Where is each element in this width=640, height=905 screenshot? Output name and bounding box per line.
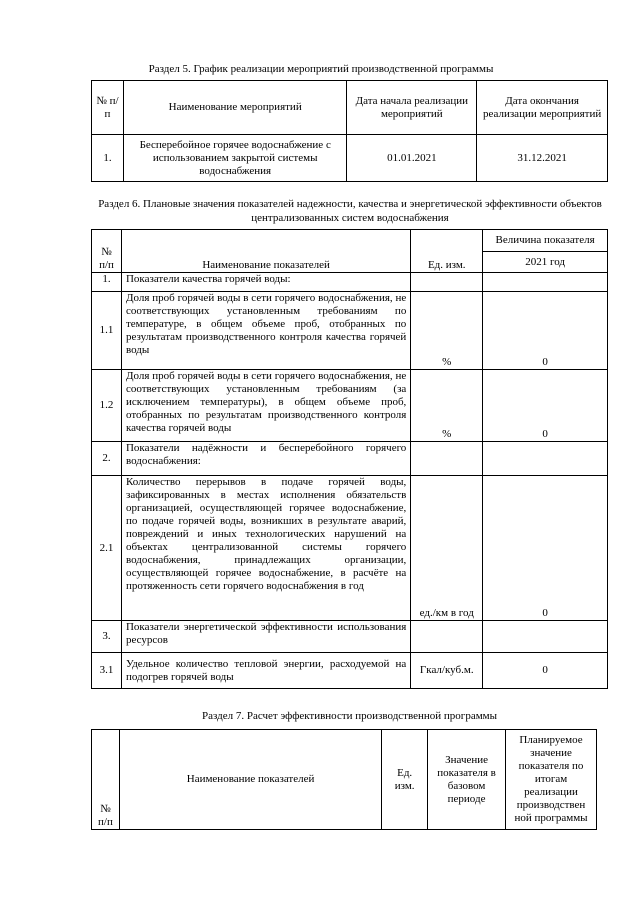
section-7-title: Раздел 7. Расчет эффективности производственной программы [201,710,498,722]
s6-head-unit: Ед. изм. [411,230,483,273]
s7-head-plan: Планируемое значение показателя по итогам реализации производствен ной программы [506,730,597,830]
section-7-table [91,729,597,830]
s6-row-value: 0 [483,653,608,689]
s6-row-num: 3.1 [92,653,122,689]
s6-row-num: 1.1 [92,292,122,370]
s6-row-unit: ед./км в год [411,476,483,621]
s7-head-base: Значение показателя в базовом периоде [428,730,506,830]
s5-head-num: № п/п [92,81,124,135]
section-5-table [91,80,608,182]
s6-row-name: Показатели качества горячей воды: [121,273,410,292]
section-5-title: Раздел 5. График реализации мероприятий производственной программы [148,63,494,75]
section-6-table [91,229,608,689]
s6-row-name: Доля проб горячей воды в сети горячего водоснабжения, не соответствующих установленным требованиям по температуре, в общем объеме проб, отобранных по результатам производственного контроля качества горячей воды [121,292,410,370]
s6-head-value-group: Величина показателя [483,230,608,252]
s6-row-unit: % [411,370,483,442]
s5-head-name: Наименование мероприятий [123,81,346,135]
s6-row-value: 0 [483,476,608,621]
s6-row-value [483,442,608,476]
s6-row-name: Показатели энергетической эффективности использования ресурсов [121,621,410,653]
s6-row-unit [411,273,483,292]
s6-row-value: 0 [483,370,608,442]
table-row [92,370,608,442]
s6-row-name: Доля проб горячей воды в сети горячего водоснабжения, не соответствующих установленным требованиям (за исключением температуры), в общем объеме проб, отобранных по результатам производственного контроля качества горячей воды [121,370,410,442]
s6-row-num: 3. [92,621,122,653]
s6-row-unit [411,621,483,653]
s5-head-end: Дата окончания реализации мероприятий [477,81,608,135]
s6-row-unit: Гкал/куб.м. [411,653,483,689]
s6-head-year: 2021 год [483,252,608,273]
table-row [92,621,608,653]
s6-head-name: Наименование показателей [121,230,410,273]
s6-row-unit: % [411,292,483,370]
table-row [92,442,608,476]
s6-row-num: 2. [92,442,122,476]
s7-head-name: Наименование показателей [119,730,381,830]
s5-head-start: Дата начала реализации мероприятий [347,81,477,135]
s5-row-end: 31.12.2021 [477,135,608,182]
table-row [92,135,608,182]
s5-row-num: 1. [92,135,124,182]
table-row [92,476,608,621]
s5-row-name: Бесперебойное горячее водоснабжение с использованием закрытой системы водоснабжения [123,135,346,182]
s7-head-unit: Ед. изм. [382,730,428,830]
table-row [92,273,608,292]
section-6-title: Раздел 6. Плановые значения показателей надежности, качества и энергетической эффективности объектов централизованных систем водоснабжения [98,198,602,224]
s6-head-num: № п/п [92,230,122,273]
table-row [92,292,608,370]
s6-row-value [483,273,608,292]
s6-row-unit [411,442,483,476]
s6-row-num: 2.1 [92,476,122,621]
s6-row-value [483,621,608,653]
s5-row-start: 01.01.2021 [347,135,477,182]
table-row [92,653,608,689]
s6-row-name: Удельное количество тепловой энергии, расходуемой на подогрев горячей воды [121,653,410,689]
s6-row-value: 0 [483,292,608,370]
s6-row-name: Количество перерывов в подаче горячей воды, зафиксированных в местах исполнения обязательств организацией, осуществляющей горячее водоснабжение, по подаче горячей воды, возникших в результате аварий, повреждений и иных технологических нарушений на объектах централизованной системы горячего водоснабжения, принадлежащих организации, осуществляющей горячее водоснабжение, в расчёте на протяженность сети горячего водоснабжения в год [121,476,410,621]
s6-row-num: 1.2 [92,370,122,442]
s6-row-num: 1. [92,273,122,292]
s6-row-name: Показатели надёжности и бесперебойного горячего водоснабжения: [121,442,410,476]
s7-head-num: № п/п [92,730,120,830]
